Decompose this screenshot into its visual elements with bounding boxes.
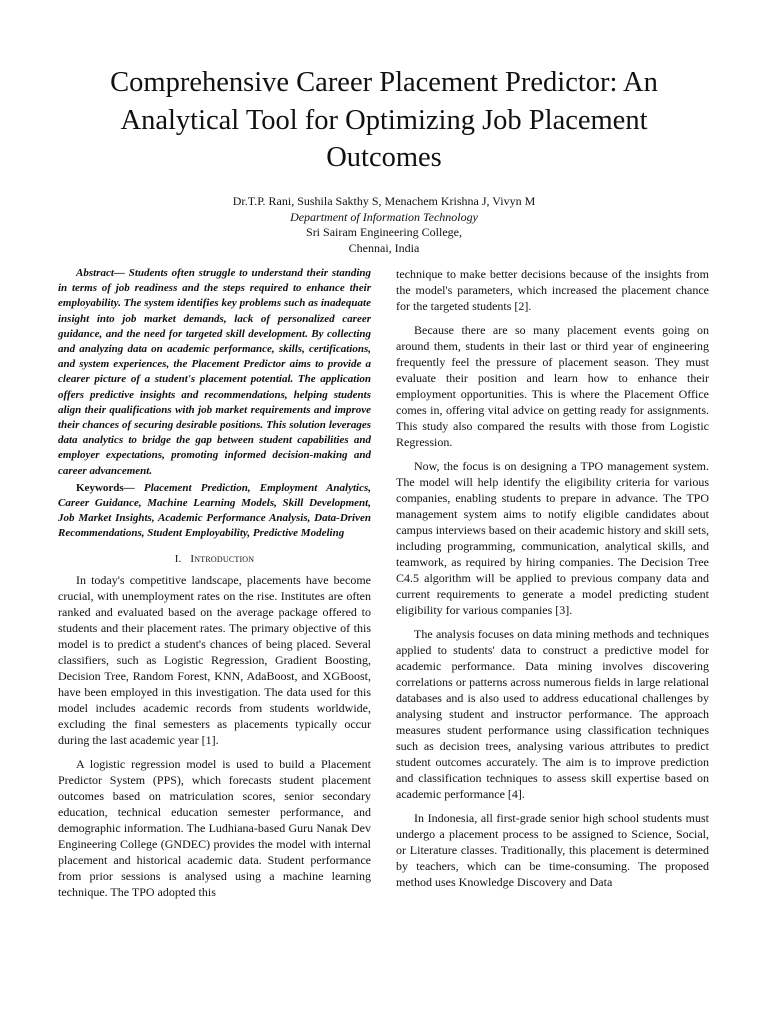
body-paragraph: In today's competitive landscape, placements have become crucial, with unemployment rates on the rise. Institutes are often ranked and evaluated based on the average package offered to students and their placement rates. The primary objective of this model is to predict a student's chances of being placed. Several classifiers, such as Logistic Regression, Gradient Boosting, Decision Tree, Random Forest, KNN, AdaBoost, and XGBoost, have been employed in this investigation. The data used for this model includes academic records from students worldwide, excluding the final semesters as placements typically occur during the last academic year [1]. <box>58 572 371 747</box>
keywords <box>58 481 371 542</box>
section-number: I. <box>174 552 182 565</box>
keywords-text: Placement Prediction, Employment Analytics, Career Guidance, Machine Learning Models, Skill Development, Job Market Insights, Academic Performance Analysis, Data-Driven Recommendations, Student Employability, Predictive Modeling <box>58 481 371 540</box>
left-column <box>58 266 371 908</box>
location: Chennai, India <box>348 240 420 255</box>
keywords-label: Keywords— <box>76 481 135 494</box>
department: Department of Information Technology <box>290 209 478 224</box>
body-paragraph: technique to make better decisions because of the insights from the model's parameters, which increased the placement chance for the targeted students [2]. <box>396 267 709 313</box>
body-paragraph: Because there are so many placement events going on around them, students in their last or third year of engineering frequently feel the pressure of placement season. They must evaluate their position and learn how to enhance their employment opportunities. This is where the Placement Office comes in, offering vital advice on getting ready for assignments. This study also compared the results with those from Logistic Regression. <box>396 323 709 449</box>
author-names: Dr.T.P. Rani, Sushila Sakthy S, Menachem Krishna J, Vivyn M <box>232 194 536 208</box>
section-title: Introduction <box>190 552 255 565</box>
institution: Sri Sairam Engineering College, <box>306 225 462 239</box>
body-paragraph: In Indonesia, all first-grade senior high school students must undergo a placement process to be assigned to Science, Social, or Literature classes. Traditionally, this placement is determined by teachers, which can be time-consuming. The proposed method uses Knowledge Discovery and Data <box>396 811 709 889</box>
abstract-label: Abstract— <box>76 267 125 279</box>
abstract-text: Students often struggle to understand their standing in terms of job readiness and the steps required to enhance their employability. The system identifies key problems such as inadequate insight into job market demands, lack of personalized career guidance, and the need for targeted skill development. By collecting and analyzing data on academic performance, skills, certifications, and system experiences, the Placement Predictor aims to provide a clearer picture of a student's placement potential. The application offers predictive insights and recommendations, helping students align their qualifications with job market requirements and improve their chances of securing desirable positions. This solution leverages data analytics to bridge the gap between student capabilities and employer expectations, promoting informed decision-making and career advancement. <box>58 267 371 477</box>
abstract <box>58 266 371 479</box>
section-heading-introduction <box>58 552 371 566</box>
body-paragraph: Now, the focus is on designing a TPO management system. The model will help identify the eligibility criteria for various companies, enabling students to prepare in advance. The TPO management system aims to notify eligible candidates about campus interviews based on their academic history and skill sets, including programming, communication, analytical skills, and teamwork, as required by hiring companies. The Decision Tree C4.5 algorithm will be applied to previous company data and current requirements to generate a model predicting student eligibility for various companies [3]. <box>396 459 709 617</box>
body-paragraph: The analysis focuses on data mining methods and techniques applied to students' data to construct a predictive model for academic performance. Data mining involves discovering correlations or patterns across numerous fields in large relational databases and is also used to address educational challenges by analysing student and instructor performance. The approach measures student performance using classification techniques such as decision trees, analysing various attributes to predict student outcomes accurately. The aim is to improve prediction and classification techniques to assess skill expertise based on academic performance [4]. <box>396 627 709 801</box>
right-column <box>396 266 709 898</box>
body-paragraph: A logistic regression model is used to build a Placement Predictor System (PPS), which forecasts student placement outcomes based on matriculation scores, senior secondary education, technical education semester performance, and demographic information. The Ludhiana-based Guru Nanak Dev Engineering College (GNDEC) provides the model with internal placement and historical academic data. Student performance from prior sessions is analysed using a machine learning technique. The TPO adopted this <box>58 756 371 899</box>
paper-title: Comprehensive Career Placement Predictor: An Analytical Tool for Optimizing Job Placement Outcomes <box>110 67 658 173</box>
author-block <box>100 194 668 256</box>
